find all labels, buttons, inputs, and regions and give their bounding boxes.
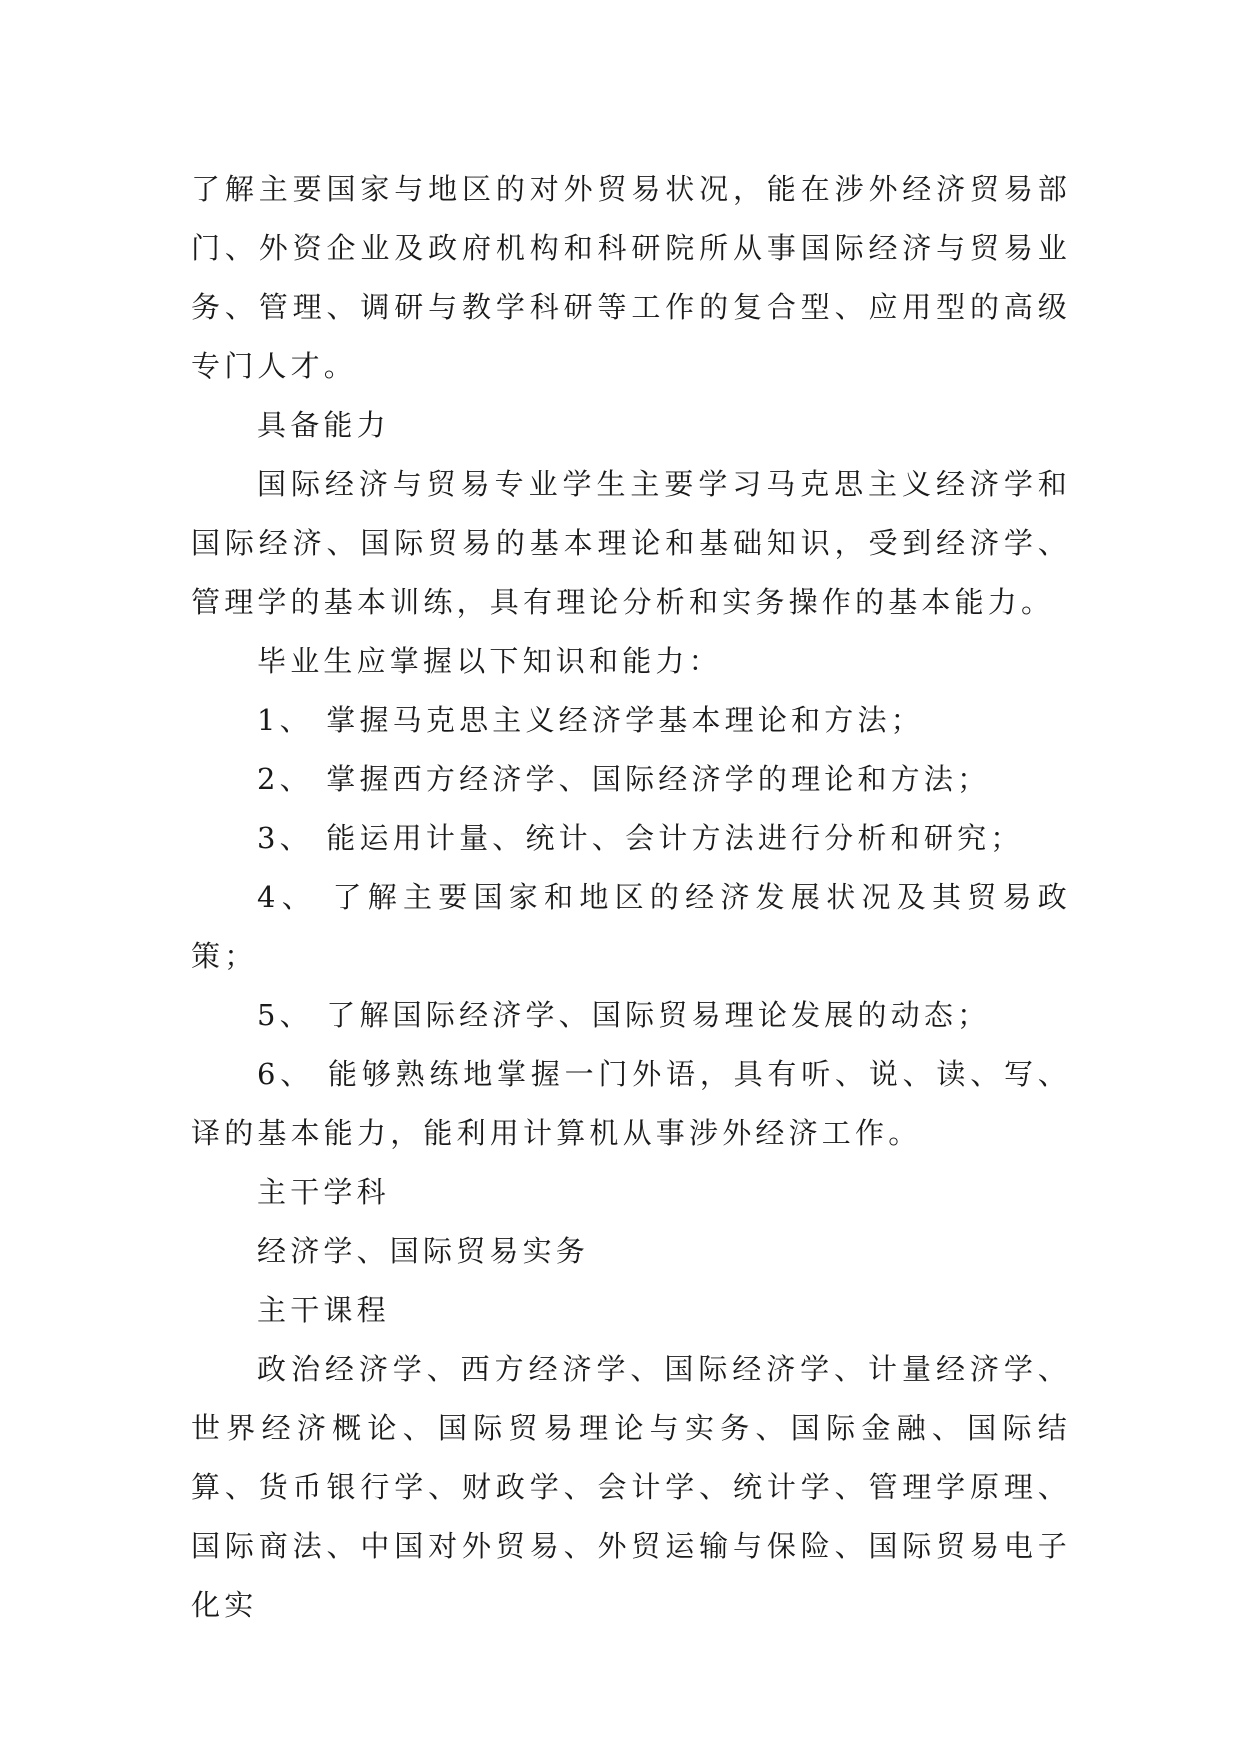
list-item-2: 2、 掌握西方经济学、国际经济学的理论和方法； [257, 762, 991, 796]
list-item-6: 6、 能够熟练地掌握一门外语，具有听、说、读、写、译的基本能力，能利用计算机从事涉外经济工作。 [191, 1057, 1071, 1150]
list-item-5: 5、 了解国际经济学、国际贸易理论发展的动态； [257, 998, 991, 1032]
list-item-3: 3、 能运用计量、统计、会计方法进行分析和研究； [257, 821, 1024, 855]
paragraph-intro-continuation: 了解主要国家与地区的对外贸易状况，能在涉外经济贸易部门、外资企业及政府机构和科研院所从事国际经济与贸易业务、管理、调研与教学科研等工作的复合型、应用型的高级专门人才。 [191, 172, 1071, 383]
list-item-1: 1、 掌握马克思主义经济学基本理论和方法； [257, 703, 924, 737]
list-item-4: 4、 了解主要国家和地区的经济发展状况及其贸易政策； [191, 880, 1071, 973]
heading-main-courses: 主干课程 [257, 1293, 390, 1327]
heading-abilities: 具备能力 [257, 408, 390, 442]
heading-main-disciplines: 主干学科 [257, 1175, 390, 1209]
document-body [191, 160, 1071, 1635]
paragraph-main-courses: 政治经济学、西方经济学、国际经济学、计量经济学、世界经济概论、国际贸易理论与实务、国际金融、国际结算、货币银行学、财政学、会计学、统计学、管理学原理、国际商法、中国对外贸易、外贸运输与保险、国际贸易电子化实 [191, 1352, 1071, 1622]
paragraph-graduates-intro: 毕业生应掌握以下知识和能力： [257, 644, 722, 678]
paragraph-abilities-body: 国际经济与贸易专业学生主要学习马克思主义经济学和国际经济、国际贸易的基本理论和基础知识，受到经济学、管理学的基本训练，具有理论分析和实务操作的基本能力。 [191, 467, 1071, 619]
paragraph-main-disciplines: 经济学、国际贸易实务 [257, 1234, 590, 1268]
